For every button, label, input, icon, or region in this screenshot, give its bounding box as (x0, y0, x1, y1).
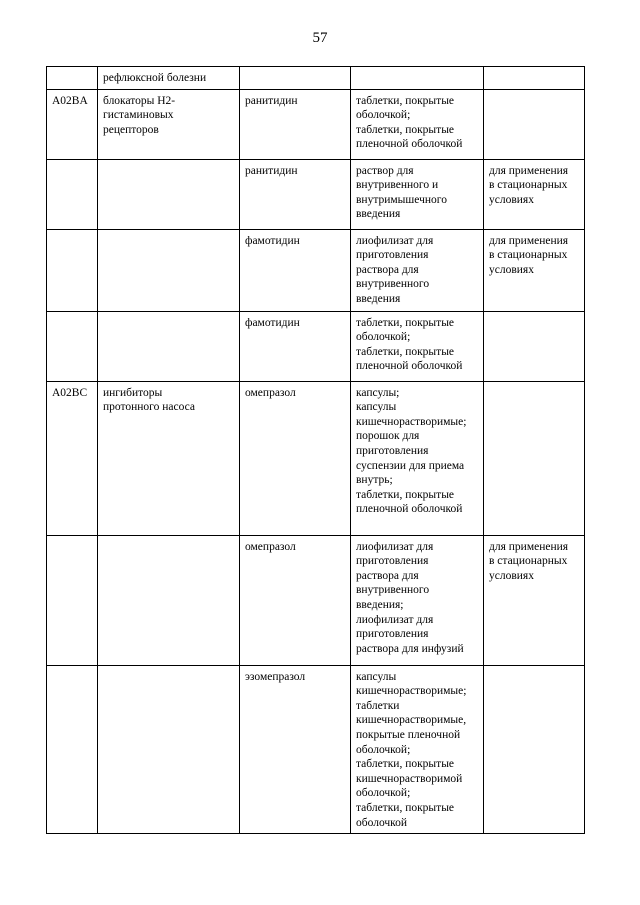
note-cell (484, 311, 585, 381)
dosage-form-cell (351, 229, 484, 311)
drug-name-cell: ранитидин (240, 89, 351, 159)
dosage-form-cell-line: капсулы (356, 670, 397, 683)
group-name-cell (98, 67, 240, 90)
dosage-form-cell-line: раствора для (356, 263, 419, 276)
dosage-form-cell-line: пленочной оболочкой (356, 503, 463, 516)
dosage-form-cell-line: порошок для (356, 430, 420, 443)
drug-name-cell: фамотидин (240, 229, 351, 311)
dosage-form-cell-line: внутримышечного (356, 193, 447, 206)
atc-code-cell: A02BA (47, 89, 98, 159)
note-cell (484, 89, 585, 159)
dosage-form-cell-line: таблетки, покрытые (356, 94, 455, 107)
group-name-cell (98, 89, 240, 159)
note-cell (484, 67, 585, 90)
dosage-form-cell-line: лиофилизат для (356, 540, 434, 553)
note-cell-line: в стационарных (489, 179, 568, 192)
table-row (47, 535, 585, 665)
note-cell-line: в стационарных (489, 249, 568, 262)
dosage-form-cell-line: внутривенного (356, 278, 430, 291)
table-row (47, 665, 585, 834)
group-name-cell (98, 665, 240, 834)
table-row (47, 381, 585, 535)
note-cell-line: для применения (489, 540, 569, 553)
dosage-form-cell-line: таблетки, покрытые (356, 316, 455, 329)
note-cell (484, 535, 585, 665)
dosage-form-cell-line: приготовления (356, 555, 429, 568)
atc-code-cell (47, 311, 98, 381)
drug-name-cell (240, 67, 351, 90)
note-cell (484, 381, 585, 535)
group-name-cell-line: рефлюксной болезни (103, 72, 207, 84)
dosage-form-cell-line: внутрь; (356, 474, 393, 487)
atc-code-cell: A02BC (47, 381, 98, 535)
dosage-form-cell-line: кишечнорастворимой (356, 772, 463, 785)
dosage-form-cell-line: введения (356, 292, 401, 305)
group-name-cell-line: ингибиторы (103, 386, 163, 399)
page-number: 57 (312, 30, 328, 46)
note-cell-line: условиях (489, 263, 534, 276)
table-row (47, 159, 585, 229)
dosage-form-cell-line: пленочной оболочкой (356, 138, 463, 151)
dosage-form-cell-line: таблетки (356, 699, 400, 712)
dosage-form-cell-line: суспензии для приема (356, 459, 465, 472)
dosage-form-cell (351, 159, 484, 229)
group-name-cell (98, 381, 240, 535)
dosage-form-cell-line: оболочкой; (356, 109, 411, 122)
dosage-form-cell-line: введения; (356, 598, 404, 611)
group-name-cell (98, 311, 240, 381)
drug-name-cell: эзомепразол (240, 665, 351, 834)
table-row (47, 89, 585, 159)
dosage-form-cell-line: покрытые пленочной (356, 728, 461, 741)
dosage-form-cell (351, 381, 484, 535)
atc-code-cell (47, 159, 98, 229)
note-cell-line: для применения (489, 234, 569, 247)
group-name-cell (98, 229, 240, 311)
dosage-form-cell-line: лиофилизат для (356, 234, 434, 247)
dosage-form-cell (351, 67, 484, 90)
group-name-cell-line: протонного насоса (103, 401, 195, 414)
dosage-form-cell-line: кишечнорастворимые; (356, 415, 467, 428)
dosage-form-cell-line: раствора для инфузий (356, 642, 464, 655)
dosage-form-cell-line: введения (356, 208, 401, 221)
table-row (47, 229, 585, 311)
dosage-form-cell-line: таблетки, покрытые (356, 758, 455, 771)
table-row (47, 311, 585, 381)
dosage-form-cell-line: приготовления (356, 249, 429, 262)
dosage-form-cell-line: оболочкой; (356, 331, 411, 344)
atc-code-cell (47, 67, 98, 90)
atc-code-cell (47, 535, 98, 665)
dosage-form-cell-line: раствор для (356, 164, 414, 177)
dosage-form-cell-line: таблетки, покрытые (356, 801, 455, 814)
drug-name-cell: фамотидин (240, 311, 351, 381)
group-name-cell-line: гистаминовых (103, 109, 174, 122)
dosage-form-cell-line: оболочкой (356, 816, 408, 829)
group-name-cell-line: рецепторов (103, 123, 159, 136)
dosage-form-cell (351, 89, 484, 159)
note-cell-line: в стационарных (489, 555, 568, 568)
dosage-form-cell-line: капсулы (356, 401, 397, 414)
dosage-form-cell-line: внутривенного и (356, 179, 439, 192)
dosage-form-cell-line: кишечнорастворимые, (356, 714, 467, 727)
note-cell-line: для применения (489, 164, 569, 177)
drug-table (46, 66, 585, 834)
dosage-form-cell (351, 535, 484, 665)
dosage-form-cell-line: раствора для (356, 569, 419, 582)
note-cell-line: условиях (489, 569, 534, 582)
dosage-form-cell-line: оболочкой; (356, 787, 411, 800)
dosage-form-cell-line: лиофилизат для (356, 613, 434, 626)
drug-name-cell: ранитидин (240, 159, 351, 229)
dosage-form-cell-line: капсулы; (356, 386, 400, 399)
dosage-form-cell-line: таблетки, покрытые (356, 488, 455, 501)
dosage-form-cell-line: оболочкой; (356, 743, 411, 756)
drug-name-cell: омепразол (240, 535, 351, 665)
dosage-form-cell (351, 311, 484, 381)
dosage-form-cell-line: приготовления (356, 444, 429, 457)
dosage-form-cell-line: таблетки, покрытые (356, 123, 455, 136)
dosage-form-cell-line: внутривенного (356, 584, 430, 597)
note-cell (484, 229, 585, 311)
group-name-cell-line: блокаторы H2- (103, 94, 176, 107)
drug-name-cell: омепразол (240, 381, 351, 535)
note-cell (484, 159, 585, 229)
dosage-form-cell (351, 665, 484, 834)
note-cell (484, 665, 585, 834)
group-name-cell (98, 535, 240, 665)
note-cell-line: условиях (489, 193, 534, 206)
dosage-form-cell-line: приготовления (356, 628, 429, 641)
group-name-cell (98, 159, 240, 229)
atc-code-cell (47, 229, 98, 311)
table-row (47, 67, 585, 90)
atc-code-cell (47, 665, 98, 834)
dosage-form-cell-line: пленочной оболочкой (356, 360, 463, 373)
dosage-form-cell-line: таблетки, покрытые (356, 345, 455, 358)
dosage-form-cell-line: кишечнорастворимые; (356, 685, 467, 698)
